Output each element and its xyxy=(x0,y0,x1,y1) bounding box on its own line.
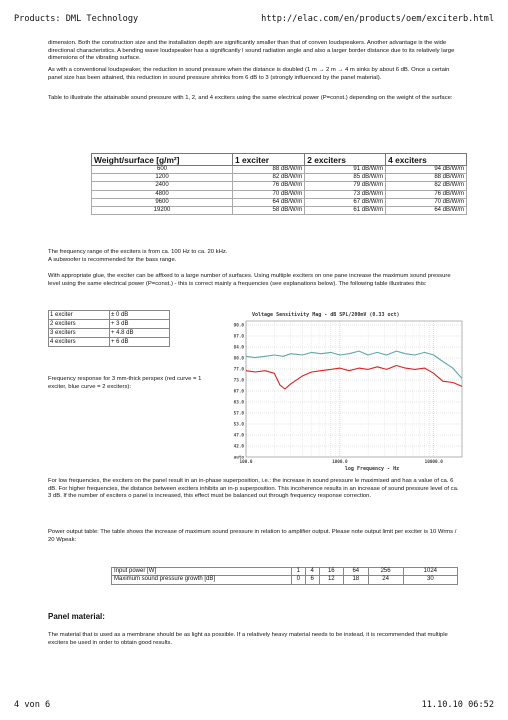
y-tick-label: 77.0 xyxy=(233,367,244,373)
table-row xyxy=(112,568,458,576)
y-tick-label: 47.0 xyxy=(233,433,244,439)
table-cell: 82 dB/W/m xyxy=(233,174,305,182)
paragraph-glue: With appropriate glue, the exciter can be affixed to a large number of surfaces. Using multiple exciters on one pane increase the maximum sound pressure level using the same electrical power (P=const.) - this is correct mainly a frequencies (see explanations below). The following table illustrates this: xyxy=(48,273,451,287)
table-cell: 94 dB/W/m xyxy=(386,166,467,174)
table-row xyxy=(49,320,170,329)
table-cell: 70 dB/W/m xyxy=(386,198,467,206)
table-row xyxy=(92,174,467,182)
table-cell: 9600 xyxy=(92,198,233,206)
y-tick-label: 42.0 xyxy=(233,444,244,450)
y-tick-label: 67.0 xyxy=(233,389,244,395)
paragraph-subwoofer: A subwoofer is recommended for the bass range. xyxy=(48,257,177,263)
y-tick-label: 80.0 xyxy=(233,356,244,362)
paragraph-table-intro: Table to illustrate the attainable sound pressure with 1, 2, and 4 exciters using the same electrical power (P=const.) depending on the weight of the surface: xyxy=(48,95,453,101)
table-cell: 600 xyxy=(92,166,233,174)
table-cell: 30 xyxy=(403,576,457,584)
table-row xyxy=(112,576,458,584)
x-tick-label: 100.0 xyxy=(239,460,253,465)
table-cell: 1 xyxy=(291,568,305,576)
table-row xyxy=(49,311,170,320)
paragraph-distance: As with a conventional loudspeaker, the reduction in sound pressure when the distance is doubled (1 m → 2 m → 4 m sinks by about 6 dB. Once a certain panel size has been attained, this reduction in sound pressure shrinks from 6 dB to 3 (strongly influenced by the panel material). xyxy=(48,67,450,81)
table-cell: 82 dB/W/m xyxy=(386,182,467,190)
page-header-url: http://elac.com/en/products/oem/exciterb.html xyxy=(261,14,494,24)
exciter-gain-table xyxy=(48,310,170,347)
power-output-table xyxy=(111,567,458,585)
page-number: 4 von 6 xyxy=(14,700,51,710)
table-cell: 85 dB/W/m xyxy=(305,174,386,182)
table-cell: 1200 xyxy=(92,174,233,182)
table-header-row xyxy=(92,154,467,166)
chart-x-axis-label: log Frequency - Hz xyxy=(344,466,400,472)
table-cell: 70 dB/W/m xyxy=(233,190,305,198)
section-heading-panel-material: Panel material: xyxy=(48,612,105,621)
y-tick-label: 57.0 xyxy=(233,411,244,417)
table-cell: + 3 dB xyxy=(110,320,170,329)
table-row xyxy=(92,166,467,174)
paragraph-chart-caption: Frequency response for 3 mm-thick perspex (red curve = 1 exciter, blue curve = 2 exciters): xyxy=(48,376,202,390)
table-header: 2 exciters xyxy=(305,154,386,166)
table-cell: 0 xyxy=(291,576,305,584)
y-tick-label: 84.0 xyxy=(233,345,244,351)
table-cell: 88 dB/W/m xyxy=(386,174,467,182)
paragraph-frequency-range: The frequency range of the exciters is from ca. 100 Hz to ca. 20 kHz. xyxy=(48,249,228,255)
table-cell: 16 xyxy=(319,568,343,576)
table-header: Weight/surface [g/m²] xyxy=(92,154,233,166)
table-cell: + 4.8 dB xyxy=(110,329,170,338)
page-header-title: Products: DML Technology xyxy=(14,14,139,24)
table-cell: 73 dB/W/m xyxy=(305,190,386,198)
table-cell: 61 dB/W/m xyxy=(305,206,386,214)
table-cell: 4 xyxy=(305,568,319,576)
table-row xyxy=(92,198,467,206)
table-cell: 1 exciter xyxy=(49,311,110,320)
table-cell: 4 exciters xyxy=(49,338,110,347)
print-timestamp: 11.10.10 06:52 xyxy=(421,700,494,710)
table-cell: 76 dB/W/m xyxy=(233,182,305,190)
paragraph-dimension: dimension. Both the construction size and the installation depth are significantly smaller than that of conven loudspeakers. Another advantage is the wide directional characteristics. A bending wave loudspeaker has a significantly l sound radiation angle and also a larger border distance due to its relatively large dimensions of the vibrating surface. xyxy=(48,40,455,62)
y-tick-label: auto xyxy=(233,455,244,461)
table-cell: Input power [W] xyxy=(112,568,292,576)
table-cell: 19200 xyxy=(92,206,233,214)
table-cell: 3 exciters xyxy=(49,329,110,338)
table-cell: + 6 dB xyxy=(110,338,170,347)
table-cell: 91 dB/W/m xyxy=(305,166,386,174)
y-tick-label: 90.0 xyxy=(233,323,244,329)
y-tick-label: 63.0 xyxy=(233,400,244,406)
table-row xyxy=(92,206,467,214)
table-cell: 64 xyxy=(344,568,368,576)
table-row xyxy=(49,338,170,347)
table-row xyxy=(92,182,467,190)
y-tick-label: 53.0 xyxy=(233,422,244,428)
table-cell: Maximum sound pressure growth [dB] xyxy=(112,576,292,584)
weight-surface-table xyxy=(91,153,467,215)
y-tick-label: 87.0 xyxy=(233,334,244,340)
table-header: 4 exciters xyxy=(386,154,467,166)
table-cell: 18 xyxy=(344,576,368,584)
table-cell: 2400 xyxy=(92,182,233,190)
table-cell: 76 dB/W/m xyxy=(386,190,467,198)
table-cell: 58 dB/W/m xyxy=(233,206,305,214)
frequency-response-chart xyxy=(222,309,466,473)
table-cell: 67 dB/W/m xyxy=(305,198,386,206)
table-cell: 12 xyxy=(319,576,343,584)
table-cell: 88 dB/W/m xyxy=(233,166,305,174)
x-tick-label: 1000.0 xyxy=(332,460,348,465)
table-cell: 2 exciters xyxy=(49,320,110,329)
table-cell: 4800 xyxy=(92,190,233,198)
table-cell: 64 dB/W/m xyxy=(233,198,305,206)
table-cell: 6 xyxy=(305,576,319,584)
chart-title: Voltage Sensitivity Mag - dB SPL/200mV (0.33 oct) xyxy=(252,312,400,318)
table-header: 1 exciter xyxy=(233,154,305,166)
table-cell: ± 0 dB xyxy=(110,311,170,320)
y-tick-label: 73.0 xyxy=(233,378,244,384)
paragraph-power-output: Power output table: The table shows the increase of maximum sound pressure in relation to amplifier output. Please note output limit per exciter is 10 Wrms / 20 Wpeak: xyxy=(48,529,457,543)
x-tick-label: 10000.0 xyxy=(424,460,443,465)
paragraph-panel-material: The material that is used as a membrane should be as light as possible. If a relatively heavy material needs to be instead, it is recommended that multiple exciters be used in order to obtain good results. xyxy=(48,632,448,646)
table-cell: 24 xyxy=(368,576,403,584)
table-row xyxy=(92,190,467,198)
table-cell: 64 dB/W/m xyxy=(386,206,467,214)
table-cell: 1024 xyxy=(403,568,457,576)
paragraph-low-frequencies: For low frequencies, the exciters on the panel result in an in-phase superposition, i.e.: the increase in sound pressure le maximised and has a value of ca. 6 dB. For higher frequencies, the distance between exciters inhibits an in-p superposition. This incoherence results in an increase of sound pressure level of ca. 3 dB. If the number of exciters o panel is increased, this effect must be balanced out through frequency response correction. xyxy=(48,478,459,500)
table-row xyxy=(49,329,170,338)
table-cell: 79 dB/W/m xyxy=(305,182,386,190)
table-cell: 256 xyxy=(368,568,403,576)
